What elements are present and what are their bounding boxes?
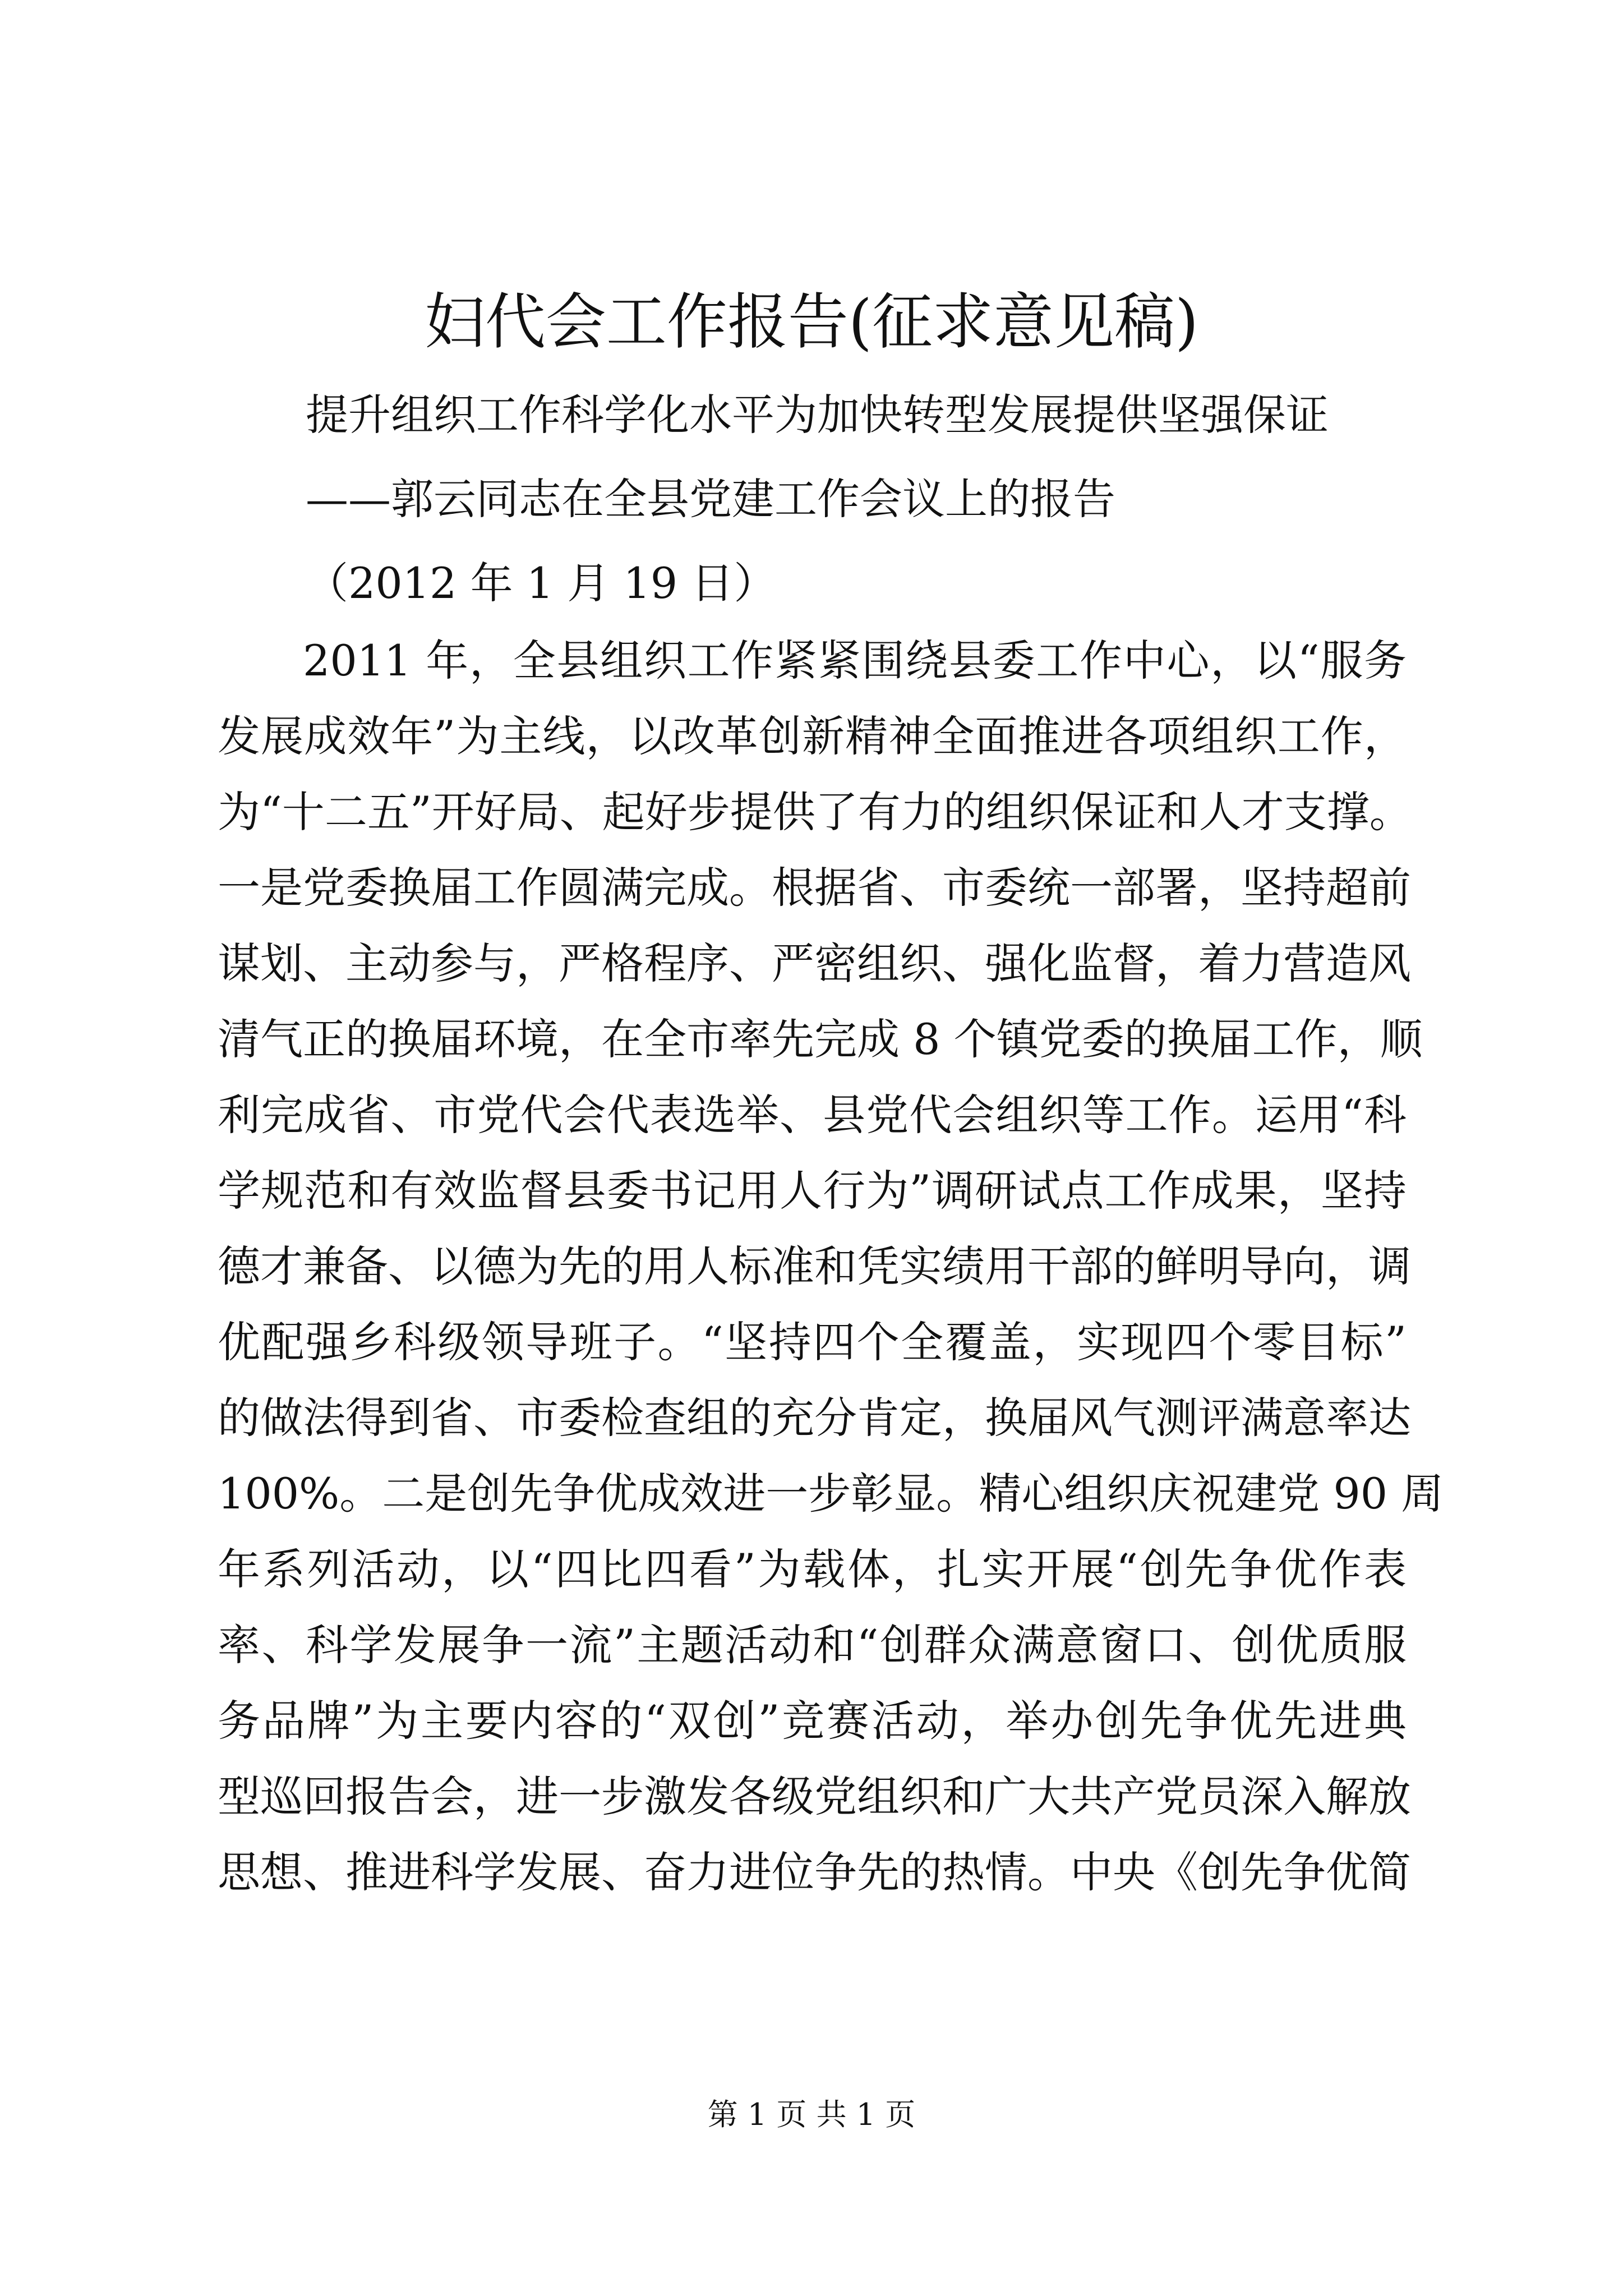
speaker-line: ——郭云同志在全县党建工作会议上的报告: [306, 474, 1115, 524]
body-line-8: 学规范和有效监督县委书记用人行为”调研试点工作成果，坚持: [218, 1166, 1407, 1216]
body-line-15: 务品牌”为主要内容的“双创”竞赛活动，举办创先争优先进典: [218, 1696, 1407, 1746]
body-line-13: 年系列活动，以“四比四看”为载体，扎实开展“创先争优作表: [218, 1544, 1407, 1594]
body-line-3: 为“十二五”开好局、起好步提供了有力的组织保证和人才支撑。: [218, 787, 1412, 837]
body-line-2: 发展成效年”为主线，以改革创新精神全面推进各项组织工作，: [218, 711, 1407, 761]
page-number-label: 第 1 页 共 1 页: [707, 2097, 916, 2132]
document-subtitle: 提升组织工作科学化水平为加快转型发展提供坚强保证: [306, 390, 1329, 440]
body-line-11: 的做法得到省、市委检查组的充分肯定，换届风气测评满意率达: [218, 1393, 1411, 1443]
body-line-5: 谋划、主动参与，严格程序、严密组织、强化监督，着力营造风: [218, 938, 1411, 988]
page-footer: [0, 2095, 1623, 2134]
body-line-17: 思想、推进科学发展、奋力进位争先的热情。中央《创先争优简: [218, 1847, 1411, 1897]
body-line-10: 优配强乡科级领导班子。“坚持四个全覆盖，实现四个零目标”: [218, 1317, 1407, 1367]
body-line-12: 100%。二是创先争优成效进一步彰显。精心组织庆祝建党 90 周: [218, 1469, 1444, 1519]
body-line-1: 2011 年，全县组织工作紧紧围绕县委工作中心，以“服务: [303, 636, 1407, 685]
document-title: 妇代会工作报告(征求意见稿): [424, 287, 1199, 357]
body-line-14: 率、科学发展争一流”主题活动和“创群众满意窗口、创优质服: [218, 1620, 1407, 1670]
body-line-16: 型巡回报告会，进一步激发各级党组织和广大共产党员深入解放: [218, 1772, 1411, 1821]
body-line-6: 清气正的换届环境，在全市率先完成 8 个镇党委的换届工作，顺: [218, 1014, 1423, 1064]
body-line-4: 一是党委换届工作圆满完成。根据省、市委统一部署，坚持超前: [218, 863, 1411, 913]
body-line-7: 利完成省、市党代会代表选举、县党代会组织等工作。运用“科: [218, 1090, 1407, 1140]
body-paragraph: [218, 623, 1444, 1910]
body-line-9: 德才兼备、以德为先的用人标准和凭实绩用干部的鲜明导向，调: [218, 1241, 1411, 1291]
date-line: （2012 年 1 月 19 日）: [306, 558, 777, 608]
